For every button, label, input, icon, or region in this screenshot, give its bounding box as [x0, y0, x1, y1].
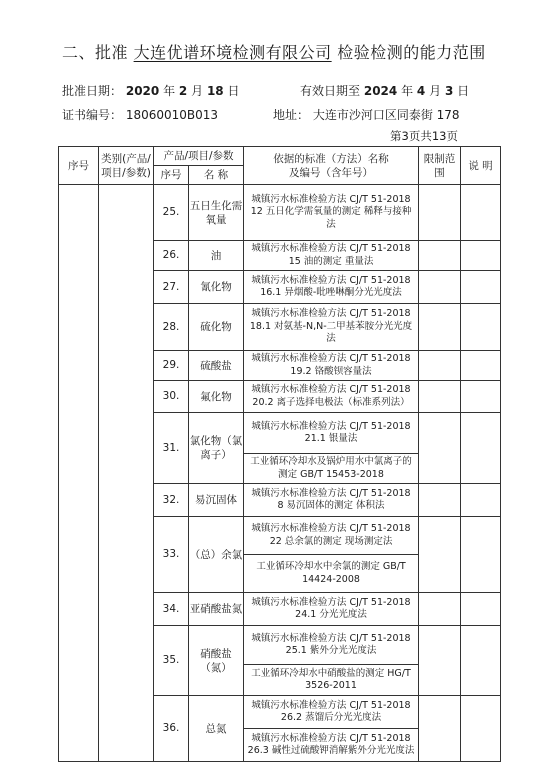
- header-category: 类别(产品/项目/参数): [99, 147, 154, 185]
- table-row: [59, 185, 501, 241]
- item-number: 28.: [154, 304, 189, 351]
- item-number: 36.: [154, 696, 189, 762]
- header-product: 产品/项目/参数: [154, 147, 244, 166]
- item-number: 25.: [154, 185, 189, 241]
- capability-table: [58, 146, 501, 762]
- note-cell: [461, 381, 501, 413]
- note-cell: [461, 626, 501, 696]
- header-limit: 限制范围: [419, 147, 461, 185]
- limit-cell: [419, 351, 461, 381]
- item-name: 总氮: [189, 696, 244, 762]
- note-cell: [461, 413, 501, 484]
- limit-cell: [419, 413, 461, 484]
- limit-cell: [419, 304, 461, 351]
- item-name: 硝酸盐（氮）: [189, 626, 244, 696]
- limit-cell: [419, 241, 461, 271]
- seq-cell: [59, 185, 99, 762]
- item-number: 27.: [154, 271, 189, 304]
- standard-cell: 城镇污水标准检验方法 CJ/T 51-2018 8 易沉固体的测定 体积法: [244, 484, 419, 517]
- limit-cell: [419, 626, 461, 696]
- header-standard: 依据的标准（方法）名称 及编号（含年号）: [244, 147, 419, 185]
- header-sub-seq: 序号: [154, 166, 189, 185]
- limit-cell: [419, 381, 461, 413]
- item-number: 35.: [154, 626, 189, 696]
- standard-cell: 城镇污水标准检验方法 CJ/T 51-2018 12 五日化学需氧量的测定 稀释与接种法: [244, 185, 419, 241]
- standard-cell: 城镇污水标准检验方法 CJ/T 51-2018 19.2 铬酸钡容量法: [244, 351, 419, 381]
- table-body: [59, 185, 501, 762]
- standard-cell: 工业循环冷却水及锅炉用水中氯离子的测定 GB/T 15453-2018: [244, 454, 419, 484]
- item-number: 26.: [154, 241, 189, 271]
- item-number: 29.: [154, 351, 189, 381]
- standard-cell: 城镇污水标准检验方法 CJ/T 51-2018 20.2 离子选择电极法（标准系列法）: [244, 381, 419, 413]
- note-cell: [461, 593, 501, 626]
- note-cell: [461, 304, 501, 351]
- note-cell: [461, 484, 501, 517]
- limit-cell: [419, 271, 461, 304]
- header-note: 说 明: [461, 147, 501, 185]
- item-name: 硫酸盐: [189, 351, 244, 381]
- item-name: 氰化物: [189, 271, 244, 304]
- limit-cell: [419, 517, 461, 593]
- document-title: [62, 40, 486, 63]
- approval-date: 批准日期： 2020 年 2 月 18 日: [62, 84, 240, 98]
- header-seq: 序号: [59, 147, 99, 185]
- item-number: 31.: [154, 413, 189, 484]
- standard-cell: 城镇污水标准检验方法 CJ/T 51-2018 26.3 碱性过硫酸钾消解紫外分光光度法: [244, 729, 419, 762]
- standard-cell: 工业循环冷却水中硝酸盐的测定 HG/T 3526-2011: [244, 665, 419, 696]
- item-number: 30.: [154, 381, 189, 413]
- note-cell: [461, 517, 501, 593]
- valid-until-date: 有效日期至 2024 年 4 月 3 日: [300, 84, 470, 98]
- note-cell: [461, 351, 501, 381]
- item-name: 易沉固体: [189, 484, 244, 517]
- item-number: 34.: [154, 593, 189, 626]
- title-prefix: 二、批准: [62, 43, 129, 62]
- note-cell: [461, 696, 501, 762]
- limit-cell: [419, 484, 461, 517]
- note-cell: [461, 185, 501, 241]
- category-cell: [99, 185, 154, 762]
- note-cell: [461, 241, 501, 271]
- item-name: 氟化物: [189, 381, 244, 413]
- item-name: 硫化物: [189, 304, 244, 351]
- standard-cell: 城镇污水标准检验方法 CJ/T 51-2018 15 油的测定 重量法: [244, 241, 419, 271]
- standard-cell: 工业循环冷却水中余氯的测定 GB/T 14424-2008: [244, 555, 419, 593]
- header-name: 名 称: [189, 166, 244, 185]
- item-number: 32.: [154, 484, 189, 517]
- standard-cell: 城镇污水标准检验方法 CJ/T 51-2018 26.2 蒸馏后分光光度法: [244, 696, 419, 729]
- standard-cell: 城镇污水标准检验方法 CJ/T 51-2018 25.1 紫外分光光度法: [244, 626, 419, 665]
- standard-cell: 城镇污水标准检验方法 CJ/T 51-2018 16.1 异烟酸-吡唑啉酮分光光度法: [244, 271, 419, 304]
- title-suffix: 检验检测的能力范围: [337, 43, 486, 62]
- limit-cell: [419, 593, 461, 626]
- certificate-number: 证书编号： 18060010B013: [62, 108, 219, 122]
- address: 地址： 大连市沙河口区同泰街 178: [273, 108, 460, 122]
- limit-cell: [419, 696, 461, 762]
- standard-cell: 城镇污水标准检验方法 CJ/T 51-2018 18.1 对氨基-N,N-二甲基苯胺分光光度法: [244, 304, 419, 351]
- item-name: 油: [189, 241, 244, 271]
- standard-cell: 城镇污水标准检验方法 CJ/T 51-2018 22 总余氯的测定 现场测定法: [244, 517, 419, 555]
- item-name: 五日生化需氧量: [189, 185, 244, 241]
- standard-cell: 城镇污水标准检验方法 CJ/T 51-2018 24.1 分光光度法: [244, 593, 419, 626]
- organization-name: 大连优谱环境检测有限公司: [133, 43, 332, 62]
- page-indicator: 第3页共13页: [390, 129, 458, 143]
- item-name: （总）余氯: [189, 517, 244, 593]
- limit-cell: [419, 185, 461, 241]
- standard-cell: 城镇污水标准检验方法 CJ/T 51-2018 21.1 银量法: [244, 413, 419, 454]
- note-cell: [461, 271, 501, 304]
- item-number: 33.: [154, 517, 189, 593]
- item-name: 氯化物（氯离子）: [189, 413, 244, 484]
- item-name: 亚硝酸盐氮: [189, 593, 244, 626]
